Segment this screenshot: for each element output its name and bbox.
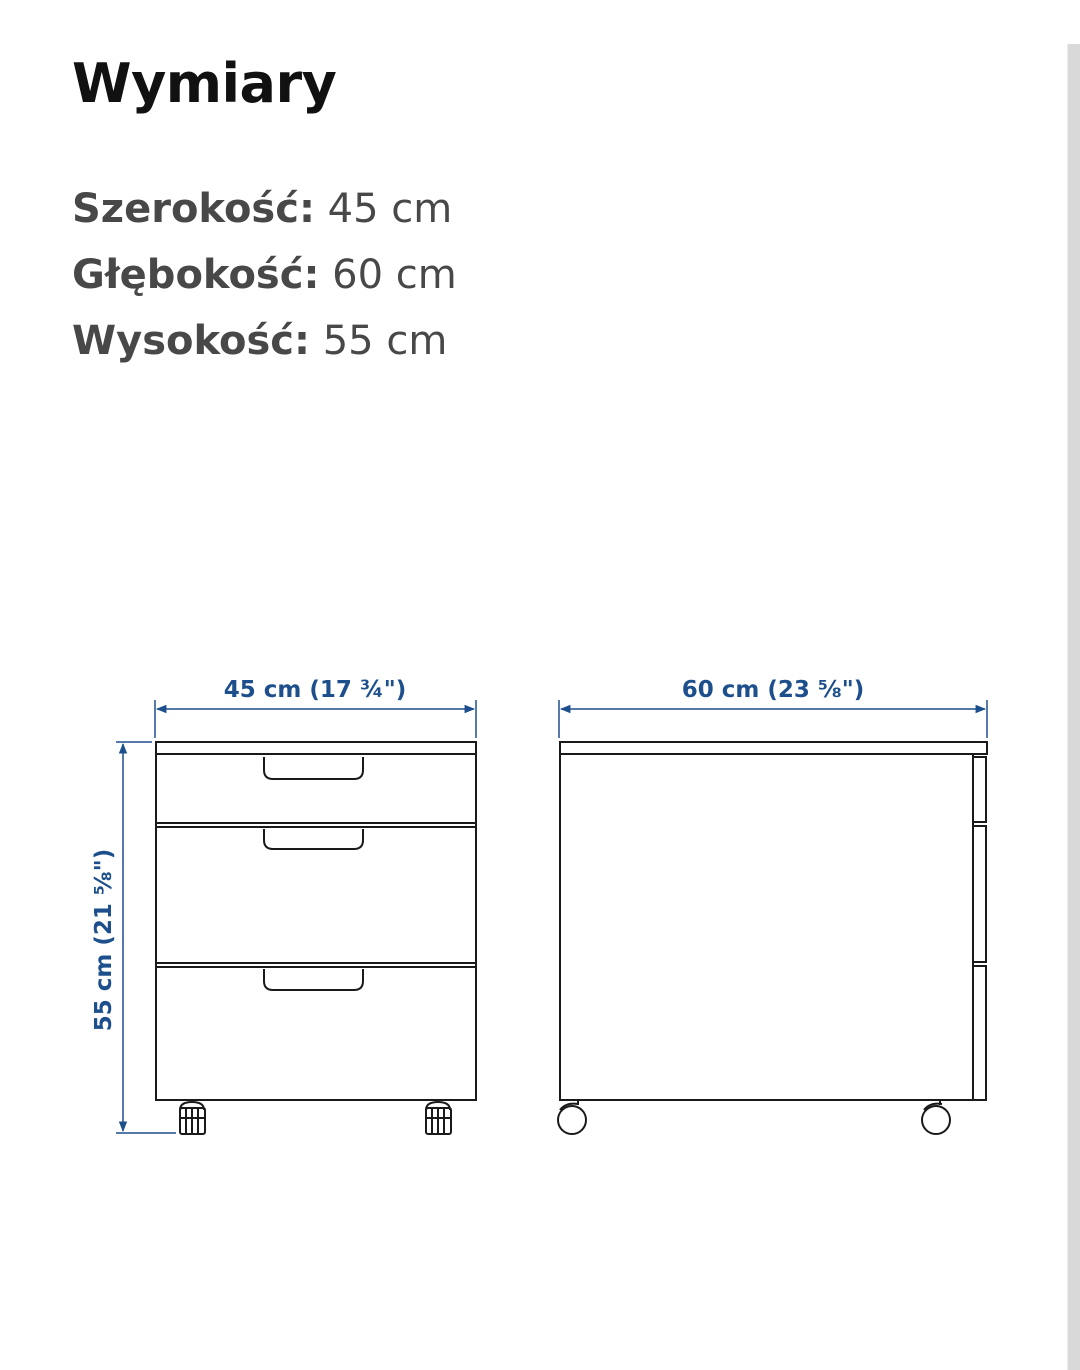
side-top-panel	[560, 742, 987, 754]
page-title: Wymiary	[72, 52, 337, 115]
height-dimension-label: 55 cm (21 ⅝")	[91, 848, 117, 1032]
side-drawer-front-top	[973, 757, 986, 822]
side-caster-left	[558, 1106, 586, 1134]
front-caster-left	[180, 1102, 205, 1134]
drawer-handle-middle	[264, 829, 363, 849]
front-view	[156, 742, 476, 1134]
scrollbar[interactable]	[1068, 44, 1080, 1370]
front-caster-right	[426, 1102, 451, 1134]
drawer-middle	[156, 829, 476, 967]
side-caster-right	[922, 1106, 950, 1134]
dimension-width-value: 45 cm	[327, 186, 453, 232]
drawer-handle-bottom	[264, 969, 363, 990]
dimension-width-label: Szerokość:	[72, 186, 315, 232]
front-top-panel	[156, 742, 476, 754]
dimension-depth-label: Głębokość:	[72, 252, 320, 298]
depth-dimension	[559, 677, 987, 738]
side-drawer-front-bottom	[973, 966, 986, 1100]
dimension-height-value: 55 cm	[322, 318, 448, 364]
width-dimension-label: 45 cm (17 ¾")	[223, 677, 407, 703]
dimension-height-label: Wysokość:	[72, 318, 311, 364]
height-dimension	[91, 742, 176, 1133]
side-drawer-front-middle	[973, 826, 986, 962]
side-view	[558, 742, 987, 1134]
depth-dimension-label: 60 cm (23 ⅝")	[681, 677, 865, 703]
drawer-top	[156, 757, 476, 827]
drawer-handle-top	[264, 757, 363, 779]
front-body	[156, 754, 476, 1100]
dimension-depth-value: 60 cm	[332, 252, 457, 298]
width-dimension	[155, 677, 476, 738]
side-body	[560, 754, 973, 1100]
